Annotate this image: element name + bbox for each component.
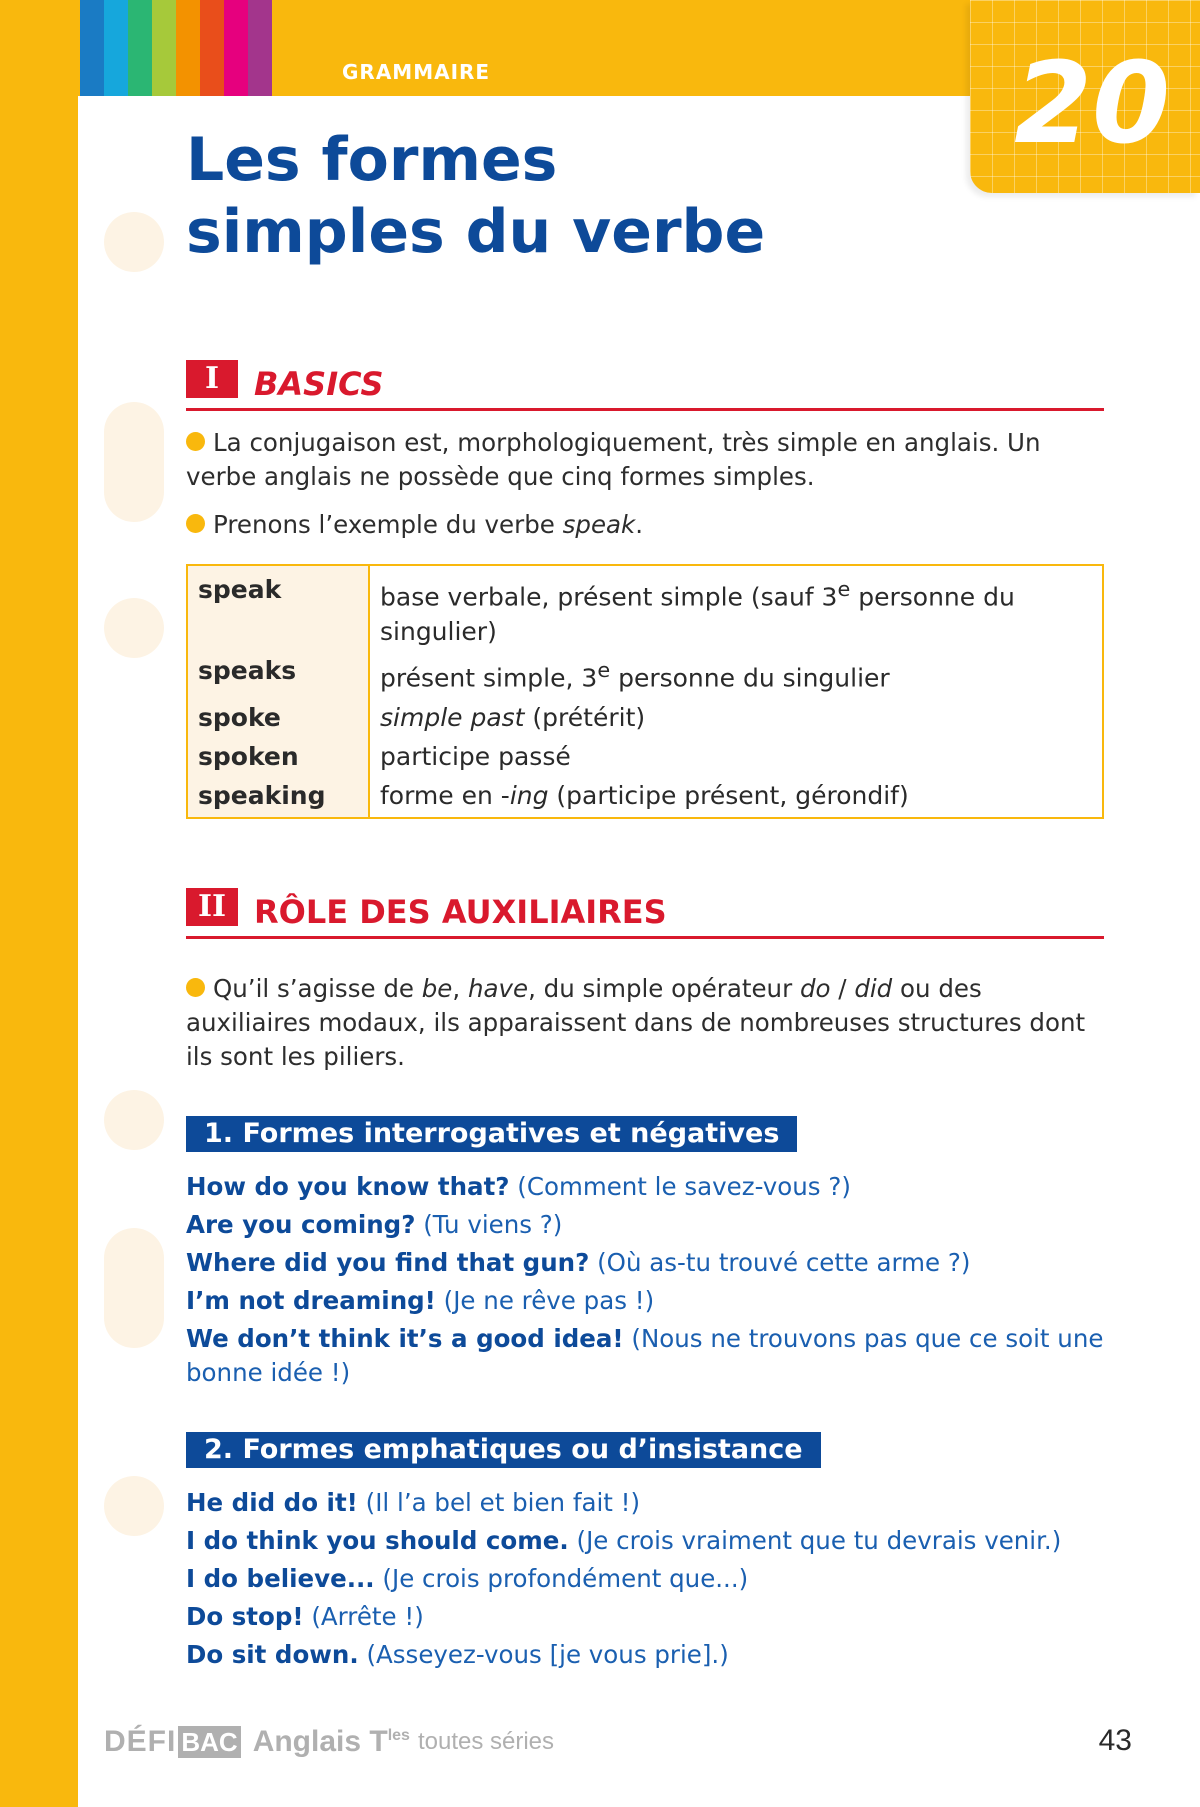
punch-hole [104,212,164,272]
color-stripe [224,0,248,96]
chapter-number: 20 [1014,39,1170,169]
basics-paragraph-2: Prenons l’exemple du verbe speak. [186,508,1104,542]
list-item: He did do it! (Il l’a bel et bien fait !) [186,1488,641,1517]
table-row [187,651,1103,697]
table-row [187,776,1103,818]
brand-logo-part1: DÉFI [104,1725,177,1758]
book-series: toutes séries [417,1728,555,1755]
table-row [187,737,1103,776]
verb-desc-cell: base verbale, présent simple (sauf 3e personne du singulier) [380,577,1015,647]
subsection-header-interrogatives: 1. Formes interrogatives et négatives [186,1116,797,1152]
section-numeral: II [186,888,238,926]
color-stripe [200,0,224,96]
verb-desc-cell: forme en -ing (participe présent, gérondif) [380,780,909,810]
chapter-number-tab [970,0,1200,193]
brand-logo-part2: BAC [178,1726,240,1758]
page-title [186,124,906,268]
examples-list-interrogatives [186,1170,1104,1394]
punch-hole [104,598,164,658]
basics-paragraph-1: La conjugaison est, morphologiquement, très simple en anglais. Un verbe anglais ne possède que cinq formes simples. [186,428,1041,491]
bullet-dot-icon [186,514,205,533]
list-item: I do believe... (Je crois profondément que...) [186,1564,749,1593]
verb-form-cell: speak [187,565,369,651]
list-item: I do think you should come. (Je crois vraiment que tu devrais venir.) [186,1526,1062,1555]
bullet-dot-icon [186,978,205,997]
verb-form-cell: speaks [187,651,369,697]
left-color-band [0,0,78,1807]
verb-forms-table [186,564,1104,819]
list-item: Do sit down. (Asseyez-vous [je vous prie].) [186,1640,729,1669]
punch-hole [104,402,164,522]
rainbow-stripes [80,0,272,96]
color-stripe [104,0,128,96]
bullet-dot-icon [186,432,205,451]
title-line-1: Les formes [186,125,558,195]
page-number: 43 [1098,1724,1132,1757]
punch-hole [104,1228,164,1348]
verb-desc-cell: présent simple, 3e personne du singulier [380,658,890,693]
list-item: Are you coming? (Tu viens ?) [186,1210,563,1239]
section-title: RÔLE DES AUXILIAIRES [254,893,667,931]
auxiliaires-paragraph: Qu’il s’agisse de be, have, du simple opérateur do / did ou des auxiliaires modaux, ils apparaissent dans de nombreuses structures dont ils sont les piliers. [186,974,1086,1071]
section-header-basics [186,360,1104,411]
title-line-2: simples du verbe [186,197,766,267]
verb-form-cell: spoken [187,737,369,776]
punch-hole [104,1476,164,1536]
color-stripe [152,0,176,96]
verb-example: speak [562,510,636,539]
verb-form-cell: speaking [187,776,369,818]
section-title: BASICS [254,365,384,403]
verb-form-cell: spoke [187,698,369,737]
color-stripe [128,0,152,96]
table-row [187,565,1103,651]
examples-list-emphatiques [186,1486,1104,1676]
list-item: Do stop! (Arrête !) [186,1602,424,1631]
section-header-auxiliaires [186,888,1104,939]
list-item: We don’t think it’s a good idea! (Nous ne trouvons pas que ce soit une bonne idée !) [186,1324,1104,1387]
color-stripe [176,0,200,96]
list-item: How do you know that? (Comment le savez-vous ?) [186,1172,851,1201]
color-stripe [80,0,104,96]
verb-desc-cell: participe passé [380,741,571,771]
list-item: I’m not dreaming! (Je ne rêve pas !) [186,1286,655,1315]
category-label: GRAMMAIRE [342,60,491,84]
footer-branding [104,1720,554,1764]
book-title: Anglais $T^{les}$ [252,1725,410,1758]
list-item: Where did you find that gun? (Où as-tu trouvé cette arme ?) [186,1248,971,1277]
section-numeral: I [186,360,238,398]
color-stripe [248,0,272,96]
verb-desc-cell: simple past (prétérit) [380,702,646,732]
table-row [187,698,1103,737]
punch-hole [104,1090,164,1150]
subsection-header-emphatiques: 2. Formes emphatiques ou d’insistance [186,1432,821,1468]
